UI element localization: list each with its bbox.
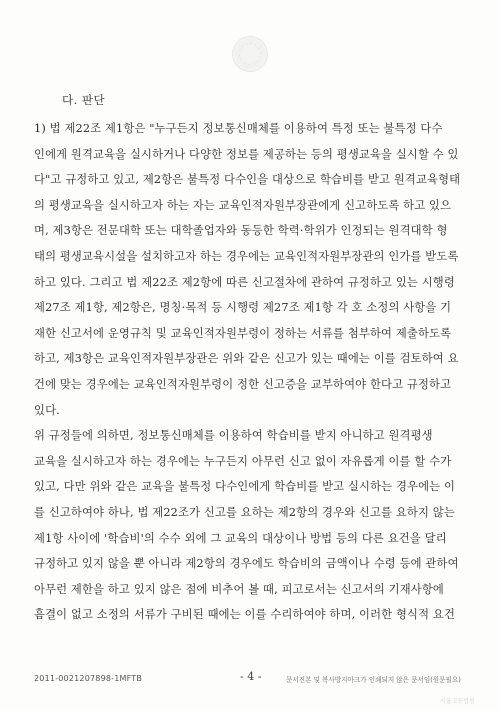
document-number: 2011-0021207898-1MFTB <box>34 674 143 683</box>
text-line: 교육을 실시하고자 하는 경우에는 누구든지 아무런 신고 없이 자유롭게 이를 할 수가 <box>34 454 452 468</box>
section-heading: 다. 판단 <box>62 93 106 107</box>
text-line: 규정하고 있지 않을 뿐 아니라 제2항의 경우에도 학습비의 금액이나 수령 등에 관하여 <box>34 557 459 571</box>
text-line: 있고, 다만 위와 같은 교육을 불특정 다수인에게 학습비를 받고 실시하는 경우에는 이 <box>34 480 456 494</box>
body-text <box>34 116 474 628</box>
footer-note: 문서진본 및 복사방지마크가 인쇄되지 않은 문서임(원문필요) <box>286 676 461 684</box>
text-line: 위 규정들에 의하면, 정보통신매체를 이용하여 학습비를 받지 아니하고 원격평생 <box>34 429 433 443</box>
page-number: - 4 - <box>240 670 262 683</box>
page-footer <box>0 666 500 706</box>
court-watermark: 서울고등법원 <box>440 698 475 705</box>
text-line: 1) 법 제22조 제1항은 "누구든지 정보통신매체를 이용하여 특정 또는 불특정 다수 <box>34 122 443 135</box>
watermark-seal <box>232 36 268 72</box>
text-line: 제1항 사이에 '학습비'의 수수 외에 그 교육의 대상이나 방법 등의 다른 요건을 달리 <box>34 531 447 545</box>
text-line: 아무런 제한을 하고 있지 않은 점에 비추어 볼 때, 피고로서는 신고서의 기재사항에 <box>34 582 444 596</box>
text-line: 며, 제3항은 전문대학 또는 대학졸업자와 동등한 학력·학위가 인정되는 원격대학 형 <box>34 224 448 238</box>
text-line: 태의 평생교육시설을 설치하고자 하는 경우에는 교육인적자원부장관의 인가를 받도록 <box>34 249 459 263</box>
text-line: 재한 신고서에 운영규칙 및 교육인적자원부령이 정하는 서류를 첨부하여 제출하도록 <box>34 326 452 340</box>
text-line: 하고, 제3항은 교육인적자원부장관은 위와 같은 신고가 있는 때에는 이를 검토하여 요 <box>34 352 459 366</box>
text-line: 제27조 제1항, 제2항은, 명칭·목적 등 시행령 제27조 제1항 각 호 소정의 사항을 기 <box>34 301 452 315</box>
text-line: 다"고 규정하고 있고, 제2항은 불특정 다수인을 대상으로 학습비를 받고 원격교육형태 <box>34 173 461 187</box>
text-line: 의 평생교육을 실시하고자 하는 자는 교육인적자원부장관에게 신고하도록 하고 있으 <box>34 198 452 212</box>
text-line: 흠결이 없고 소정의 서류가 구비된 때에는 이를 수리하여야 하며, 이러한 형식적 요건 <box>34 608 456 622</box>
text-line: 있다. <box>34 403 60 417</box>
text-line: 인에게 원격교육을 실시하거나 다양한 정보를 제공하는 등의 평생교육을 실시할 수 있 <box>34 147 459 161</box>
text-line: 건에 맞는 경우에는 교육인적자원부령이 정한 신고증을 교부하여야 한다고 규정하고 <box>34 377 452 391</box>
text-line: 를 신고하여야 하나, 법 제22조가 신고를 요하는 제2항의 경우와 신고를 요하지 않는 <box>34 505 455 519</box>
text-line: 하고 있다. 그리고 법 제22조 제2항에 따른 신고절차에 관하여 규정하고 있는 시행령 <box>34 275 455 289</box>
